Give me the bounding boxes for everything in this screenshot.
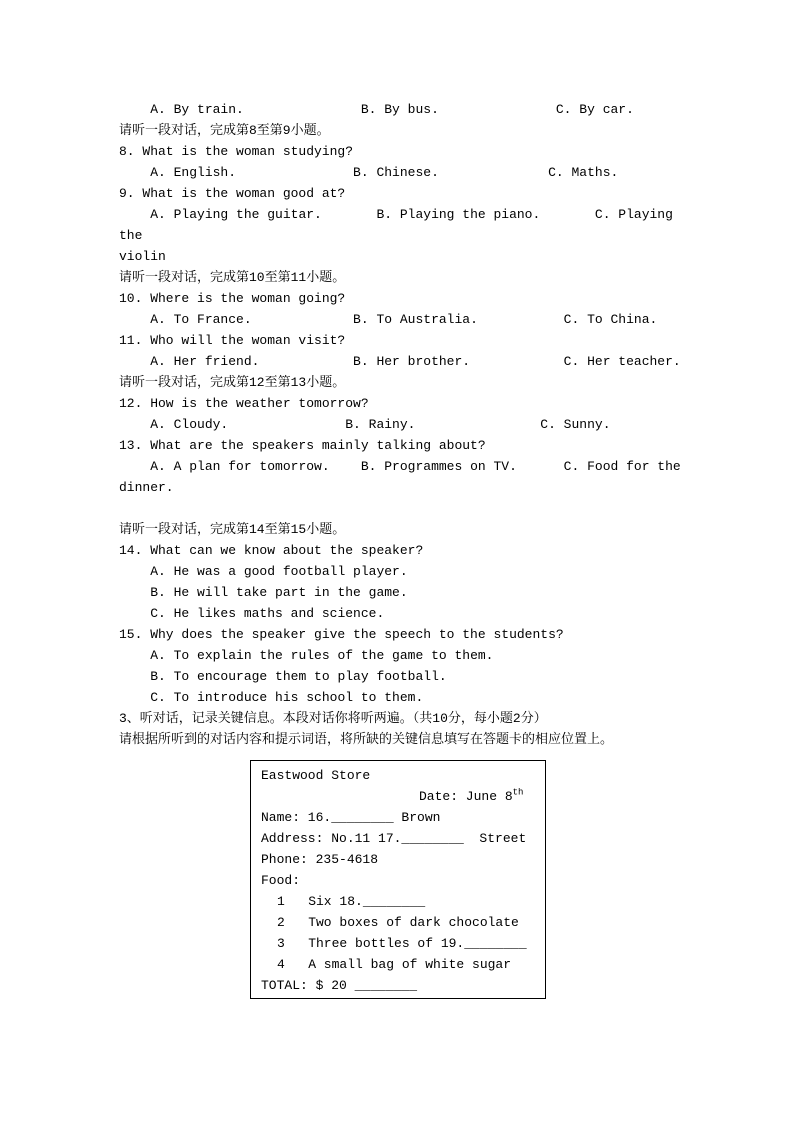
- date-superscript: th: [512, 787, 524, 798]
- section-14-15-instruction: 请听一段对话，完成第14至第15小题。: [119, 522, 346, 537]
- food-item-1: 1 Six 18.________: [277, 894, 426, 909]
- store-order-form: [250, 760, 546, 999]
- phone-row: Phone: 235-4618: [261, 852, 379, 867]
- question-15-option-b: B. To encourage them to play football.: [119, 669, 447, 684]
- question-13-options: A. A plan for tomorrow. B. Programmes on TV. C. Food for the dinner.: [119, 459, 689, 495]
- section-10-11-instruction: 请听一段对话，完成第10至第11小题。: [119, 270, 346, 285]
- question-8: 8. What is the woman studying?: [119, 144, 354, 159]
- food-label: Food:: [261, 873, 301, 888]
- blank-line: [119, 498, 694, 519]
- question-14-option-b: B. He will take part in the game.: [119, 585, 408, 600]
- food-item-3: 3 Three bottles of 19.________: [277, 936, 527, 951]
- question-15-option-a: A. To explain the rules of the game to them.: [119, 648, 494, 663]
- address-row: Address: No.11 17.________ Street: [261, 831, 527, 846]
- question-10: 10. Where is the woman going?: [119, 291, 346, 306]
- section-12-13-instruction: 请听一段对话，完成第12至第13小题。: [119, 375, 346, 390]
- question-15-option-c: C. To introduce his school to them.: [119, 690, 424, 705]
- section-8-9-instruction: 请听一段对话，完成第8至第9小题。: [119, 123, 330, 138]
- question-15: 15. Why does the speaker give the speech to the students?: [119, 627, 564, 642]
- question-12: 12. How is the weather tomorrow?: [119, 396, 369, 411]
- total-row: TOTAL: $ 20 ________: [261, 978, 418, 993]
- food-item-4: 4 A small bag of white sugar: [277, 957, 512, 972]
- question-11: 11. Who will the woman visit?: [119, 333, 346, 348]
- question-12-options: A. Cloudy. B. Rainy. C. Sunny.: [119, 417, 611, 432]
- question-10-options: A. To France. B. To Australia. C. To China.: [119, 312, 658, 327]
- question-14: 14. What can we know about the speaker?: [119, 543, 424, 558]
- part-3-instruction: 请根据所听到的对话内容和提示词语，将所缺的关键信息填写在答题卡的相应位置上。: [119, 732, 614, 747]
- question-11-options: A. Her friend. B. Her brother. C. Her teacher.: [119, 354, 681, 369]
- question-8-options: A. English. B. Chinese. C. Maths.: [119, 165, 619, 180]
- question-13: 13. What are the speakers mainly talking about?: [119, 438, 486, 453]
- date-text: Date: June 8: [419, 789, 513, 804]
- question-9-options: A. Playing the guitar. B. Playing the piano. C. Playing the: [119, 207, 681, 243]
- name-row: Name: 16.________ Brown: [261, 810, 441, 825]
- date-line: [261, 786, 535, 807]
- question-7-options: A. By train. B. By bus. C. By car.: [119, 102, 634, 117]
- question-9: 9. What is the woman good at?: [119, 186, 346, 201]
- question-9-options-wrap: violin: [119, 249, 166, 264]
- food-item-2: 2 Two boxes of dark chocolate: [277, 915, 519, 930]
- question-14-option-a: A. He was a good football player.: [119, 564, 408, 579]
- question-14-option-c: C. He likes maths and science.: [119, 606, 385, 621]
- part-3-heading: 3、听对话，记录关键信息。本段对话你将听两遍。（共10分，每小题2分）: [119, 711, 547, 726]
- store-name: Eastwood Store: [261, 768, 371, 783]
